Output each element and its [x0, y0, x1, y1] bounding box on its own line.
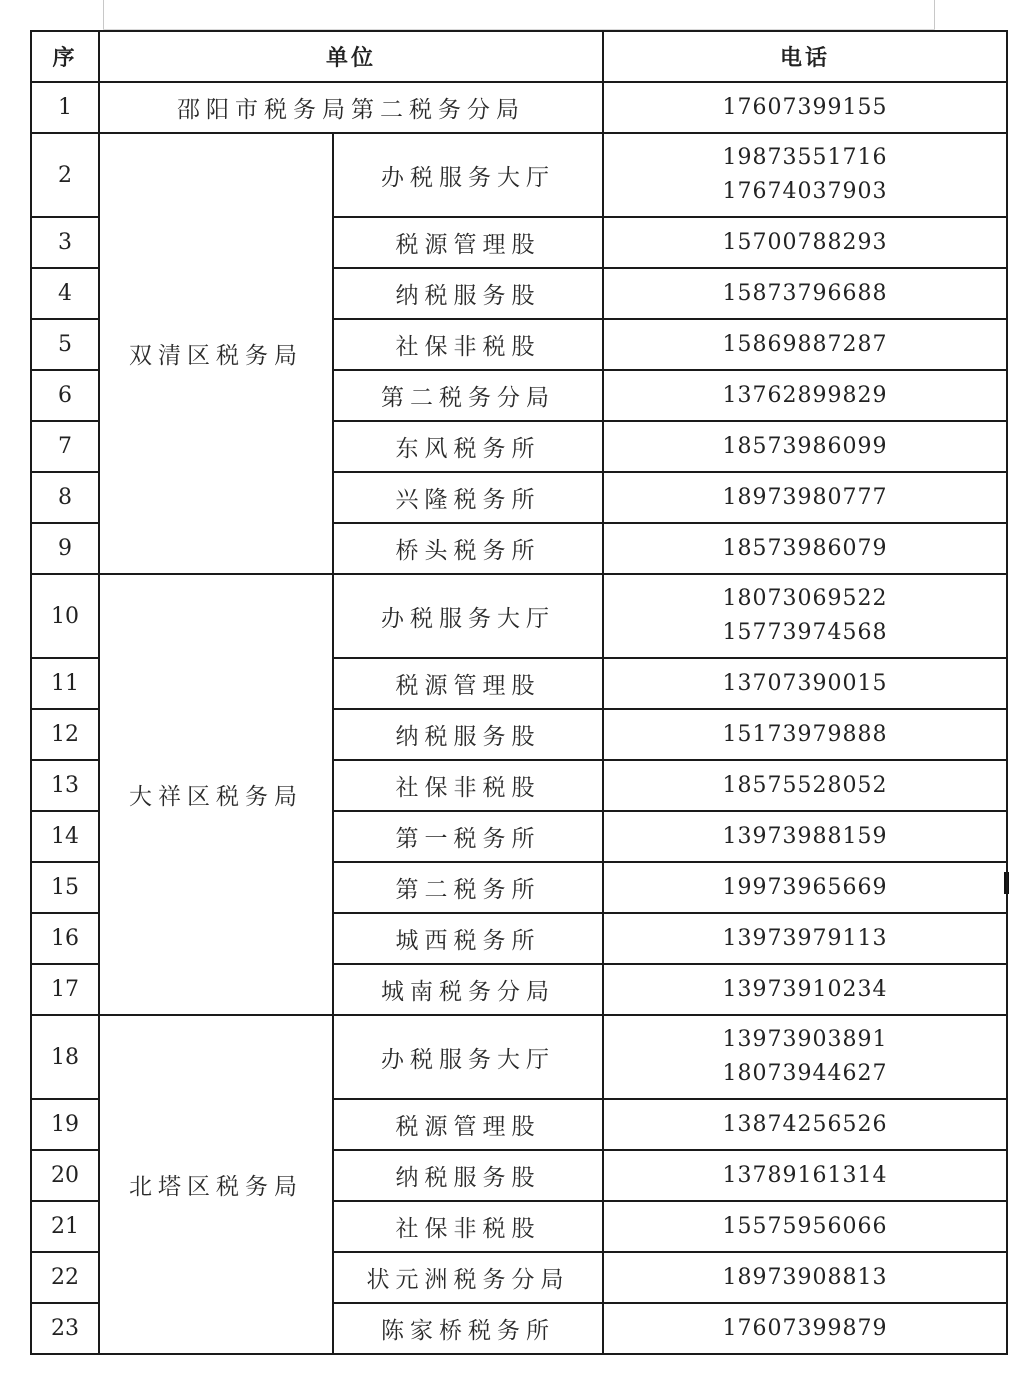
- row-phone: [603, 268, 1007, 319]
- row-phone: [603, 523, 1007, 574]
- phone-number: 18073069522: [722, 586, 888, 611]
- row-sub-unit: 第一税务所: [333, 811, 603, 862]
- table-row: [31, 574, 1007, 658]
- phone-number: 17607399155: [722, 94, 888, 120]
- header-seq: 序: [31, 31, 99, 82]
- row-phone: [603, 1252, 1007, 1303]
- phone-number: 13973903891: [722, 1027, 888, 1052]
- phone-number: 19873551716: [722, 145, 888, 170]
- row-phone: [603, 421, 1007, 472]
- row-sub-unit: 税源管理股: [333, 658, 603, 709]
- row-phone: [603, 319, 1007, 370]
- phone-number: 18973908813: [722, 1264, 888, 1290]
- row-sub-unit: 兴隆税务所: [333, 472, 603, 523]
- row-sub-unit: 税源管理股: [333, 217, 603, 268]
- row-seq: 16: [31, 913, 99, 964]
- row-seq: 1: [31, 82, 99, 133]
- phone-number: 18573986099: [722, 433, 888, 459]
- row-phone: [603, 574, 1007, 658]
- row-sub-unit: 城西税务所: [333, 913, 603, 964]
- row-phone: [603, 217, 1007, 268]
- row-seq: 4: [31, 268, 99, 319]
- row-sub-unit: 税源管理股: [333, 1099, 603, 1150]
- row-seq: 3: [31, 217, 99, 268]
- table-body: [31, 82, 1007, 1354]
- table-row: [31, 133, 1007, 217]
- row-phone: [603, 133, 1007, 217]
- phone-number: 17674037903: [722, 179, 888, 204]
- row-phone: [603, 1303, 1007, 1354]
- row-phone: [603, 1150, 1007, 1201]
- row-seq: 7: [31, 421, 99, 472]
- row-sub-unit: 东风税务所: [333, 421, 603, 472]
- row-sub-unit: 第二税务所: [333, 862, 603, 913]
- phone-number: 19973965669: [722, 874, 888, 900]
- row-seq: 22: [31, 1252, 99, 1303]
- district-bureau-cell: 双清区税务局: [99, 133, 333, 574]
- row-sub-unit: 纳税服务股: [333, 709, 603, 760]
- row-seq: 5: [31, 319, 99, 370]
- row-sub-unit: 城南税务分局: [333, 964, 603, 1015]
- phone-number: 18573986079: [722, 535, 888, 561]
- phone-number: 13874256526: [722, 1111, 888, 1137]
- row-sub-unit: 陈家桥税务所: [333, 1303, 603, 1354]
- phone-number: 15700788293: [722, 229, 888, 255]
- row-phone: [603, 760, 1007, 811]
- phone-number: 17607399879: [722, 1315, 888, 1341]
- row-phone: [603, 964, 1007, 1015]
- row-seq: 18: [31, 1015, 99, 1099]
- phone-number: 15873796688: [722, 280, 888, 306]
- row-seq: 14: [31, 811, 99, 862]
- row-sub-unit: 桥头税务所: [333, 523, 603, 574]
- row-seq: 15: [31, 862, 99, 913]
- phone-number: 13707390015: [722, 670, 888, 696]
- row-phone: [603, 370, 1007, 421]
- row-sub-unit: 第二税务分局: [333, 370, 603, 421]
- row-phone: [603, 1015, 1007, 1099]
- row-sub-unit: 办税服务大厅: [333, 133, 603, 217]
- district-bureau-cell: 大祥区税务局: [99, 574, 333, 1015]
- row-seq: 19: [31, 1099, 99, 1150]
- row-sub-unit: 办税服务大厅: [333, 1015, 603, 1099]
- tax-office-phone-table: [30, 30, 1008, 1355]
- row-phone: [603, 913, 1007, 964]
- row-sub-unit: 办税服务大厅: [333, 574, 603, 658]
- row-sub-unit: 状元洲税务分局: [333, 1252, 603, 1303]
- row-sub-unit: 纳税服务股: [333, 1150, 603, 1201]
- phone-number: 13973988159: [722, 823, 888, 849]
- phone-number: 15575956066: [722, 1213, 888, 1239]
- phone-number: 18973980777: [722, 484, 888, 510]
- row-unit: 邵阳市税务局第二税务分局: [99, 82, 603, 133]
- table-row: [31, 1015, 1007, 1099]
- phone-number: 13973979113: [722, 925, 888, 951]
- row-phone: [603, 658, 1007, 709]
- phone-number: 15869887287: [722, 331, 888, 357]
- row-seq: 9: [31, 523, 99, 574]
- page-edge-rule-right: [934, 0, 935, 30]
- row-phone: [603, 82, 1007, 133]
- row-seq: 2: [31, 133, 99, 217]
- row-sub-unit: 纳税服务股: [333, 268, 603, 319]
- page-edge-rule-left: [103, 0, 104, 30]
- row-phone: [603, 862, 1007, 913]
- row-seq: 10: [31, 574, 99, 658]
- row-seq: 12: [31, 709, 99, 760]
- row-seq: 23: [31, 1303, 99, 1354]
- phone-number: 18575528052: [722, 772, 888, 798]
- row-phone: [603, 1201, 1007, 1252]
- phone-number: 13973910234: [722, 976, 888, 1002]
- row-phone: [603, 472, 1007, 523]
- row-sub-unit: 社保非税股: [333, 760, 603, 811]
- row-phone: [603, 1099, 1007, 1150]
- row-phone: [603, 709, 1007, 760]
- header-phone: 电话: [603, 31, 1007, 82]
- phone-number: 18073944627: [722, 1061, 888, 1086]
- row-seq: 8: [31, 472, 99, 523]
- row-sub-unit: 社保非税股: [333, 1201, 603, 1252]
- phone-number: 13789161314: [722, 1162, 888, 1188]
- row-seq: 13: [31, 760, 99, 811]
- table-header-row: [31, 31, 1007, 82]
- row-seq: 17: [31, 964, 99, 1015]
- table-row: [31, 82, 1007, 133]
- row-seq: 20: [31, 1150, 99, 1201]
- phone-number: 13762899829: [722, 382, 888, 408]
- district-bureau-cell: 北塔区税务局: [99, 1015, 333, 1354]
- phone-number: 15173979888: [722, 721, 888, 747]
- row-seq: 21: [31, 1201, 99, 1252]
- phone-number: 15773974568: [722, 620, 888, 645]
- row-phone: [603, 811, 1007, 862]
- header-unit: 单位: [99, 31, 603, 82]
- row-seq: 11: [31, 658, 99, 709]
- row-sub-unit: 社保非税股: [333, 319, 603, 370]
- row-seq: 6: [31, 370, 99, 421]
